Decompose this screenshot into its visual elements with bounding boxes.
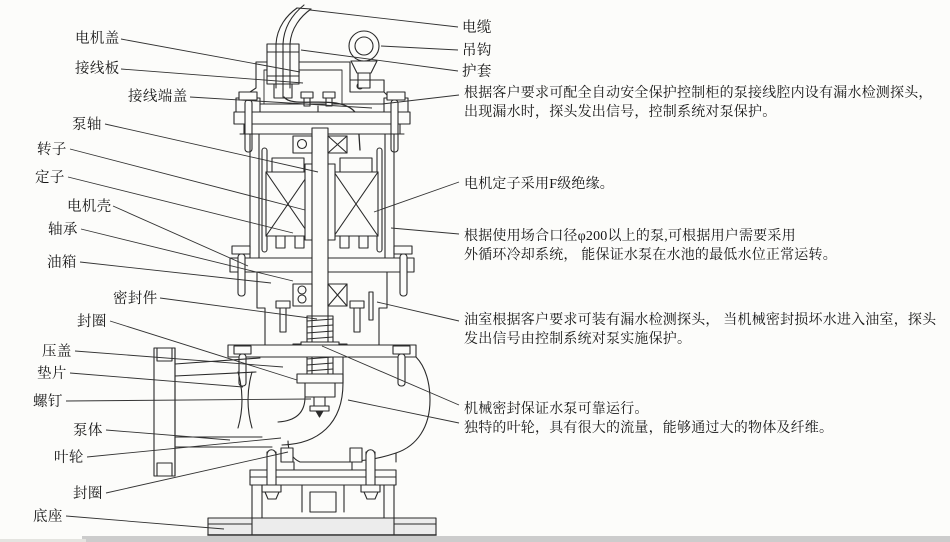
annotation-line: 出现漏水时，探头发出信号，控制系统对泵保护。 bbox=[464, 105, 777, 120]
part-label-left: 叶轮 bbox=[54, 450, 84, 466]
annotation-line: 机械密封保证水泵可靠运行。 bbox=[464, 402, 649, 417]
part-label-right: 吊钩 bbox=[462, 43, 492, 59]
annotation-paragraph bbox=[464, 400, 833, 438]
scan-artifact-strip bbox=[82, 536, 950, 542]
annotation-paragraph bbox=[464, 84, 933, 122]
part-label-left: 电机壳 bbox=[67, 199, 112, 215]
part-label-left: 接线端盖 bbox=[128, 89, 188, 105]
part-label-left: 封圈 bbox=[77, 314, 107, 330]
part-label-left: 轴承 bbox=[48, 222, 78, 238]
part-label-right: 护套 bbox=[462, 64, 492, 80]
part-label-left: 压盖 bbox=[42, 344, 72, 360]
annotation-line: 发出信号由控制系统对泵实施保护。 bbox=[464, 332, 692, 347]
part-label-left: 泵轴 bbox=[72, 117, 102, 133]
part-label-left: 垫片 bbox=[37, 366, 67, 382]
part-label-left: 接线板 bbox=[75, 61, 120, 77]
part-label-left: 定子 bbox=[35, 170, 65, 186]
part-label-left: 螺钉 bbox=[33, 394, 63, 410]
part-label-left: 密封件 bbox=[113, 291, 158, 307]
annotation-line: 电机定子采用F级绝缘。 bbox=[464, 177, 614, 192]
annotation-line: 油室根据客户要求可装有漏水检测探头， 当机械密封损坏水进入油室，探头 bbox=[464, 313, 937, 328]
annotation-line: 外循环冷却系统， 能保证水泵在水池的最低水位正常运转。 bbox=[464, 248, 837, 263]
annotation-paragraph bbox=[464, 175, 614, 194]
part-label-left: 底座 bbox=[33, 509, 63, 525]
part-label-right: 电缆 bbox=[462, 20, 492, 36]
annotation-paragraph bbox=[464, 227, 837, 265]
annotation-paragraph bbox=[464, 311, 936, 349]
part-label-left: 转子 bbox=[37, 142, 67, 158]
part-label-left: 封圈 bbox=[73, 486, 103, 502]
annotation-line: 根据客户要求可配全自动安全保护控制柜的泵接线腔内设有漏水检测探头， bbox=[464, 86, 933, 101]
annotation-line: 独特的叶轮，具有很大的流量，能够通过大的物体及纤维。 bbox=[464, 421, 834, 436]
part-label-left: 泵体 bbox=[73, 423, 103, 439]
annotation-line: 根据使用场合口径φ200以上的泵,可根据用户需要采用 bbox=[464, 229, 796, 244]
part-label-left: 电机盖 bbox=[75, 31, 120, 47]
part-label-left: 油箱 bbox=[47, 255, 77, 271]
